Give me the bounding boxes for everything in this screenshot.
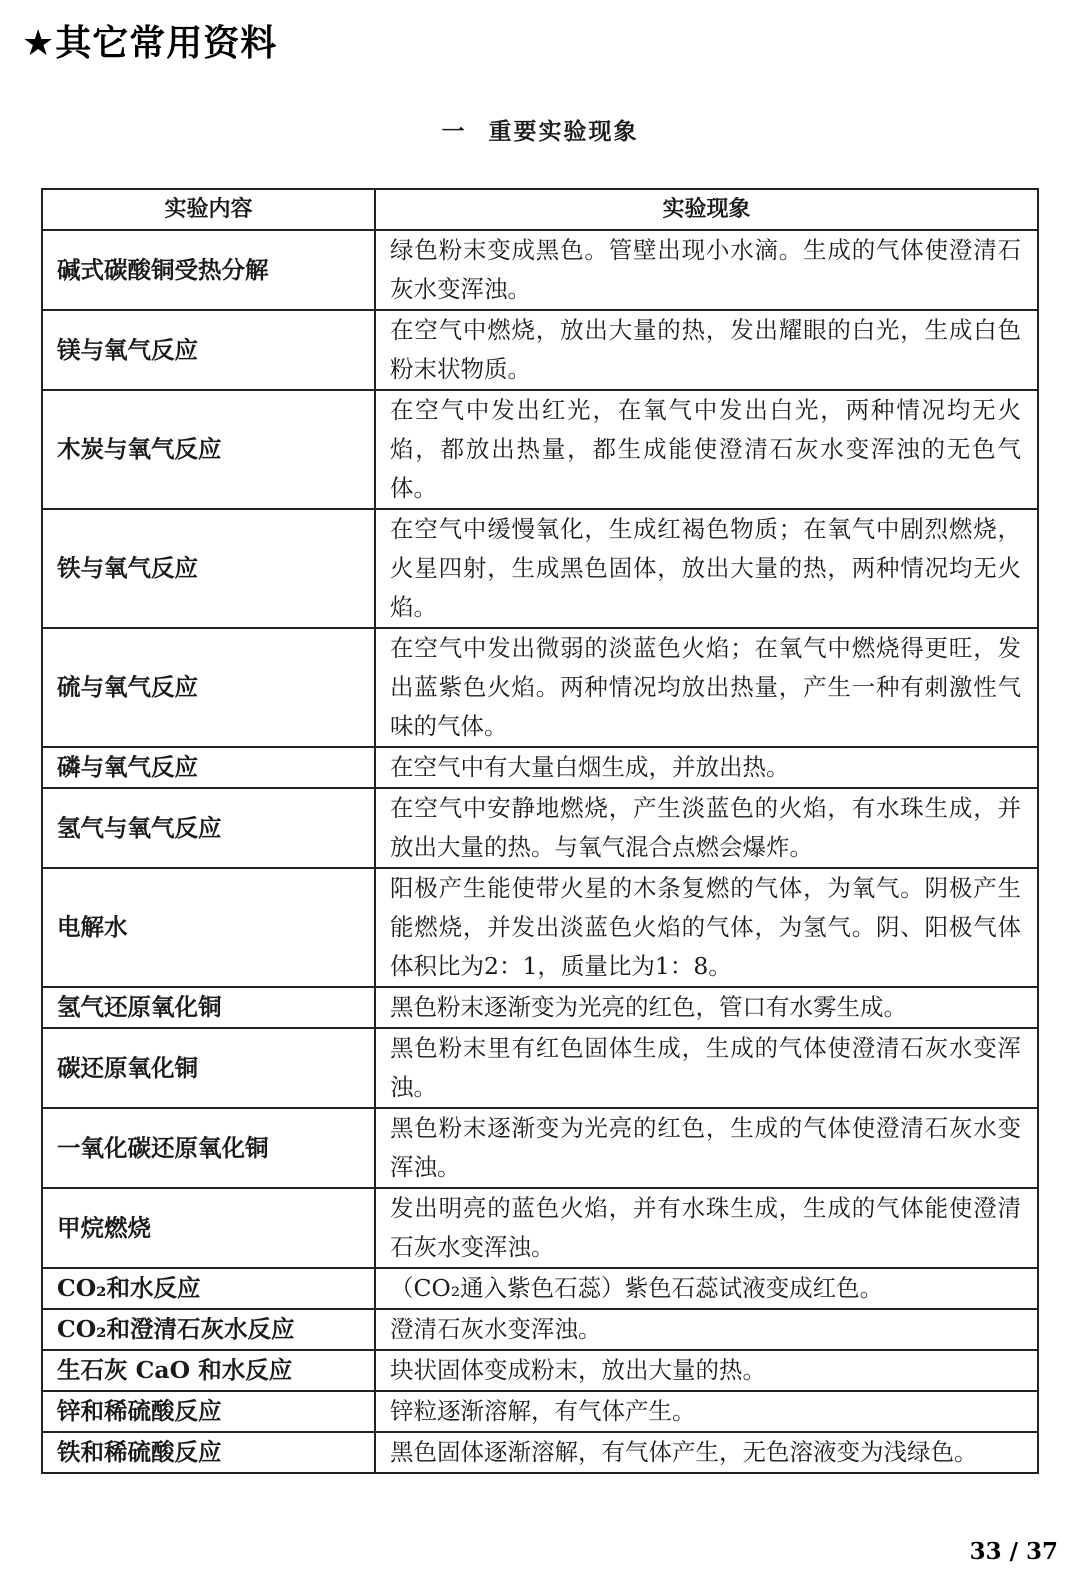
subtitle [0,118,1080,146]
table-row [42,1108,1038,1188]
table-row [42,509,1038,628]
experiment-name: 氢气还原氧化铜 [42,987,375,1028]
subtitle-number: 一 [441,118,467,145]
experiment-name: CO₂和澄清石灰水反应 [42,1309,375,1350]
experiment-phenomenon: 块状固体变成粉末，放出大量的热。 [375,1350,1038,1391]
experiment-phenomenon: 在空气中发出红光，在氧气中发出白光，两种情况均无火焰，都放出热量，都生成能使澄清石灰水变浑浊的无色气体。 [375,390,1038,509]
table-row [42,747,1038,788]
experiments-table [41,188,1039,1474]
experiment-phenomenon: 在空气中发出微弱的淡蓝色火焰；在氧气中燃烧得更旺，发出蓝紫色火焰。两种情况均放出热量，产生一种有刺激性气味的气体。 [375,628,1038,747]
table-row [42,1028,1038,1108]
experiment-name: 碱式碳酸铜受热分解 [42,230,375,310]
experiment-phenomenon: 在空气中有大量白烟生成，并放出热。 [375,747,1038,788]
experiment-phenomenon: 发出明亮的蓝色火焰，并有水珠生成，生成的气体能使澄清石灰水变浑浊。 [375,1188,1038,1268]
experiment-name: 一氧化碳还原氧化铜 [42,1108,375,1188]
table-row [42,1188,1038,1268]
experiment-name: 甲烷燃烧 [42,1188,375,1268]
experiment-phenomenon: 黑色粉末里有红色固体生成，生成的气体使澄清石灰水变浑浊。 [375,1028,1038,1108]
experiment-name: 电解水 [42,868,375,987]
table-row [42,987,1038,1028]
experiment-phenomenon: 在空气中安静地燃烧，产生淡蓝色的火焰，有水珠生成，并放出大量的热。与氧气混合点燃会爆炸。 [375,788,1038,868]
experiment-phenomenon: 锌粒逐渐溶解，有气体产生。 [375,1391,1038,1432]
experiments-table-container [41,188,1037,1474]
table-header-row [42,189,1038,230]
experiment-phenomenon: 在空气中燃烧，放出大量的热，发出耀眼的白光，生成白色粉末状物质。 [375,310,1038,390]
experiment-name: CO₂和水反应 [42,1268,375,1309]
table-row [42,390,1038,509]
subtitle-text: 重要实验现象 [488,118,639,145]
experiment-name: 铁和稀硫酸反应 [42,1432,375,1473]
section-title: ★其它常用资料 [22,23,278,64]
experiment-phenomenon: （CO₂通入紫色石蕊）紫色石蕊试液变成红色。 [375,1268,1038,1309]
experiment-name: 生石灰 CaO 和水反应 [42,1350,375,1391]
header-content: 实验内容 [42,189,375,230]
experiment-name: 铁与氧气反应 [42,509,375,628]
table-row [42,310,1038,390]
experiment-phenomenon: 黑色粉末逐渐变为光亮的红色，生成的气体使澄清石灰水变浑浊。 [375,1108,1038,1188]
experiment-name: 镁与氧气反应 [42,310,375,390]
experiment-name: 硫与氧气反应 [42,628,375,747]
table-row [42,1432,1038,1473]
table-row [42,1391,1038,1432]
experiment-phenomenon: 黑色固体逐渐溶解，有气体产生，无色溶液变为浅绿色。 [375,1432,1038,1473]
experiment-name: 木炭与氧气反应 [42,390,375,509]
table-row [42,868,1038,987]
experiment-name: 磷与氧气反应 [42,747,375,788]
experiment-phenomenon: 阳极产生能使带火星的木条复燃的气体，为氧气。阴极产生能燃烧，并发出淡蓝色火焰的气体，为氢气。阴、阳极气体体积比为2：1，质量比为1：8。 [375,868,1038,987]
table-row [42,1309,1038,1350]
page-number: 33 / 37 [969,1538,1058,1565]
header-phenomenon: 实验现象 [375,189,1038,230]
experiment-phenomenon: 在空气中缓慢氧化，生成红褐色物质；在氧气中剧烈燃烧，火星四射，生成黑色固体，放出大量的热，两种情况均无火焰。 [375,509,1038,628]
table-row [42,230,1038,310]
experiment-phenomenon: 黑色粉末逐渐变为光亮的红色，管口有水雾生成。 [375,987,1038,1028]
table-row [42,628,1038,747]
experiment-phenomenon: 澄清石灰水变浑浊。 [375,1309,1038,1350]
experiment-phenomenon: 绿色粉末变成黑色。管壁出现小水滴。生成的气体使澄清石灰水变浑浊。 [375,230,1038,310]
table-row [42,788,1038,868]
experiment-name: 锌和稀硫酸反应 [42,1391,375,1432]
table-row [42,1268,1038,1309]
table-row [42,1350,1038,1391]
experiment-name: 碳还原氧化铜 [42,1028,375,1108]
experiment-name: 氢气与氧气反应 [42,788,375,868]
